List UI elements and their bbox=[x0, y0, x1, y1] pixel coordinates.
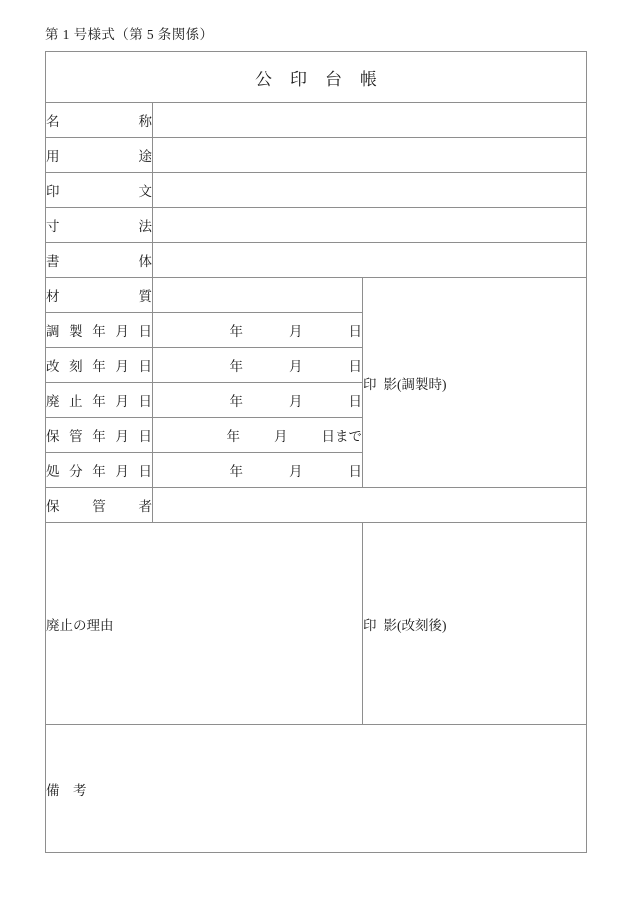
label-char: 管 bbox=[92, 499, 106, 514]
table-row-typeface bbox=[46, 243, 587, 278]
label-char: 日 bbox=[138, 429, 152, 444]
label-char: 称 bbox=[138, 114, 152, 129]
table-row-name bbox=[46, 103, 587, 138]
label-char: 日 bbox=[138, 324, 152, 339]
label-seal-text bbox=[46, 173, 153, 208]
label-char: 法 bbox=[138, 219, 152, 234]
label-char: 体 bbox=[138, 254, 152, 269]
date-suffix: まで bbox=[335, 429, 362, 444]
table-row-title bbox=[46, 52, 587, 103]
label-date-creation bbox=[46, 313, 153, 348]
date-month-unit: 月 bbox=[289, 394, 303, 409]
label-char: 名 bbox=[46, 114, 60, 129]
date-month-unit: 月 bbox=[289, 359, 303, 374]
table-row-purpose bbox=[46, 138, 587, 173]
remarks-label: 備 考 bbox=[46, 782, 87, 798]
value-date-abolition[interactable] bbox=[153, 383, 363, 418]
label-char: 途 bbox=[138, 149, 152, 164]
value-dimensions[interactable] bbox=[153, 208, 587, 243]
date-month-unit: 月 bbox=[289, 464, 303, 479]
label-char: 刻 bbox=[69, 359, 83, 374]
table-row-abolition-reason bbox=[46, 523, 587, 725]
label-char: 年 bbox=[92, 464, 106, 479]
date-day-unit: 日 bbox=[348, 324, 362, 339]
table-row-remarks bbox=[46, 725, 587, 853]
form-number: 第 1 号様式（第 5 条関係） bbox=[45, 27, 214, 42]
stamp-impression-after-recarving-cell[interactable] bbox=[363, 523, 587, 725]
label-char: 質 bbox=[138, 289, 152, 304]
table-row-material bbox=[46, 278, 587, 313]
label-char: 日 bbox=[138, 464, 152, 479]
remarks-cell[interactable] bbox=[46, 725, 587, 853]
label-char: 寸 bbox=[46, 219, 60, 234]
label-char: 調 bbox=[46, 324, 60, 339]
title-cell bbox=[46, 52, 587, 103]
label-char: 文 bbox=[138, 184, 152, 199]
label-char: 者 bbox=[138, 499, 152, 514]
date-year-unit: 年 bbox=[229, 324, 243, 339]
date-year-unit: 年 bbox=[229, 359, 243, 374]
label-char: 年 bbox=[92, 359, 106, 374]
label-char: 管 bbox=[69, 429, 83, 444]
value-keeper[interactable] bbox=[153, 488, 587, 523]
label-char: 印 bbox=[46, 184, 60, 199]
label-char: 保 bbox=[46, 499, 60, 514]
value-purpose[interactable] bbox=[153, 138, 587, 173]
label-char: 分 bbox=[69, 464, 83, 479]
label-char: 月 bbox=[115, 464, 129, 479]
table-row-seal-text bbox=[46, 173, 587, 208]
value-typeface[interactable] bbox=[153, 243, 587, 278]
label-date-disposal bbox=[46, 453, 153, 488]
label-material bbox=[46, 278, 153, 313]
value-date-disposal[interactable] bbox=[153, 453, 363, 488]
date-day-unit: 日 bbox=[348, 359, 362, 374]
date-month-unit: 月 bbox=[274, 429, 288, 444]
stamp-impression-at-creation-cell[interactable] bbox=[363, 278, 587, 488]
abolition-reason-cell[interactable] bbox=[46, 523, 363, 725]
value-seal-text[interactable] bbox=[153, 173, 587, 208]
label-char: 用 bbox=[46, 149, 60, 164]
label-char: 材 bbox=[46, 289, 60, 304]
label-date-recarve bbox=[46, 348, 153, 383]
value-material[interactable] bbox=[153, 278, 363, 313]
label-char: 書 bbox=[46, 254, 60, 269]
date-day-unit: 日 bbox=[348, 464, 362, 479]
abolition-reason-label: 廃止の理由 bbox=[46, 617, 114, 633]
date-year-unit: 年 bbox=[226, 429, 240, 444]
page-title: 公印台帳 bbox=[255, 69, 395, 89]
label-char: 保 bbox=[46, 429, 60, 444]
table-row-dimensions bbox=[46, 208, 587, 243]
label-char: 月 bbox=[115, 359, 129, 374]
date-day-unit: 日 bbox=[321, 429, 335, 444]
public-seal-ledger-table bbox=[45, 51, 587, 853]
label-char: 日 bbox=[138, 394, 152, 409]
value-date-creation[interactable] bbox=[153, 313, 363, 348]
table-row-keeper bbox=[46, 488, 587, 523]
label-date-storage bbox=[46, 418, 153, 453]
label-dimensions bbox=[46, 208, 153, 243]
label-char: 年 bbox=[92, 324, 106, 339]
label-char: 改 bbox=[46, 359, 60, 374]
label-char: 年 bbox=[92, 394, 106, 409]
label-char: 止 bbox=[69, 394, 83, 409]
label-char: 日 bbox=[138, 359, 152, 374]
stamp-impression-after-recarving-label: 印 影(改刻後) bbox=[363, 617, 447, 633]
label-char: 年 bbox=[92, 429, 106, 444]
label-char: 月 bbox=[115, 324, 129, 339]
label-char: 処 bbox=[46, 464, 60, 479]
label-char: 月 bbox=[115, 394, 129, 409]
date-year-unit: 年 bbox=[229, 464, 243, 479]
value-date-recarve[interactable] bbox=[153, 348, 363, 383]
value-name[interactable] bbox=[153, 103, 587, 138]
label-char: 廃 bbox=[46, 394, 60, 409]
label-purpose bbox=[46, 138, 153, 173]
label-name bbox=[46, 103, 153, 138]
label-date-abolition bbox=[46, 383, 153, 418]
date-day-unit: 日 bbox=[348, 394, 362, 409]
date-year-unit: 年 bbox=[229, 394, 243, 409]
label-char: 製 bbox=[69, 324, 83, 339]
label-char: 月 bbox=[115, 429, 129, 444]
label-typeface bbox=[46, 243, 153, 278]
label-keeper bbox=[46, 488, 153, 523]
stamp-impression-at-creation-label: 印 影(調製時) bbox=[363, 376, 447, 392]
value-date-storage[interactable] bbox=[153, 418, 363, 453]
date-month-unit: 月 bbox=[289, 324, 303, 339]
